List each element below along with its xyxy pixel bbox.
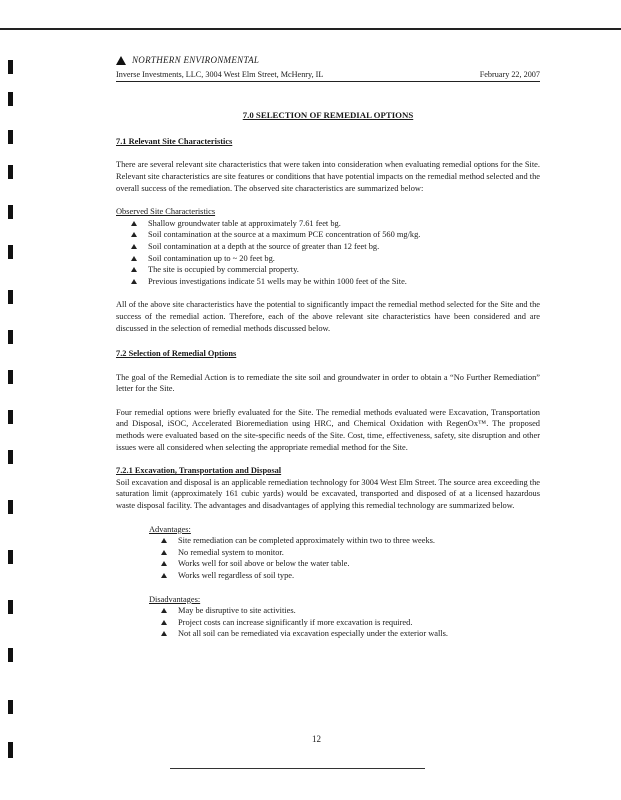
binder-hole-mark [8, 330, 13, 344]
heading-7-2: 7.2 Selection of Remedial Options [116, 349, 237, 359]
binder-hole-mark [8, 648, 13, 662]
triangle-bullet-icon [161, 620, 167, 625]
triangle-bullet-icon [131, 232, 137, 237]
report-date: February 22, 2007 [479, 69, 540, 79]
list-item [161, 605, 540, 617]
triangle-bullet-icon [161, 608, 167, 613]
binder-hole-mark [8, 205, 13, 219]
triangle-bullet-icon [161, 550, 167, 555]
paragraph-7-2-goal: The goal of the Remedial Action is to remediate the site soil and groundwater in order to obtain a “No Further Remediation” letter for the Site. [116, 372, 540, 394]
list-item-text: Project costs can increase significantly if more excavation is required. [178, 617, 413, 627]
list-item [161, 535, 540, 547]
triangle-bullet-icon [161, 573, 167, 578]
page-number: 12 [312, 734, 321, 744]
paragraph-7-2-options: Four remedial options were briefly evaluated for the Site. The remedial methods evaluated were Excavation, Transportation and Disposal, iSOC, Accelerated Bioremediation using HRC, and Chemical Oxidation with RegenOx™. The proposed methods were evaluated based on the site-specific needs of the Site. Cost, time, effectiveness, safety, site disruption and other issues were all considered when selecting the appropriate remedial method for the Site. [116, 407, 540, 452]
list-item-text: Previous investigations indicate 51 wells may be within 1000 feet of the Site. [148, 276, 407, 286]
company-logo [116, 55, 540, 67]
list-item-text: May be disruptive to site activities. [178, 606, 296, 616]
triangle-bullet-icon [131, 279, 137, 284]
observed-characteristics-heading: Observed Site Characteristics [116, 207, 216, 217]
advantages-heading: Advantages: [149, 524, 191, 534]
binder-hole-mark [8, 130, 13, 144]
binder-hole-mark [8, 410, 13, 424]
heading-7-2-1: 7.2.1 Excavation, Transportation and Disposal [116, 466, 282, 476]
running-header [116, 69, 540, 83]
binder-hole-mark [8, 450, 13, 464]
list-item-text: The site is occupied by commercial property. [148, 265, 299, 275]
triangle-bullet-icon [131, 244, 137, 249]
binder-hole-mark [8, 700, 13, 714]
list-item [131, 253, 540, 265]
list-item-text: Shallow groundwater table at approximately 7.61 feet bg. [148, 218, 341, 228]
paragraph-7-2-1-body: Soil excavation and disposal is an applicable remediation technology for 3004 West Elm Street. The source area exceeding the saturation limit (approximately 161 cubic yards) would be excavated, transported and disposed of at a licensed hazardous waste disposal facility. The advantages and disadvantages of applying this remedial technology are summarized below. [116, 477, 540, 511]
list-item [131, 264, 540, 276]
observed-characteristics-list [116, 218, 540, 288]
advantages-list [116, 535, 540, 581]
list-item-text: Site remediation can be completed approximately within two to three weeks. [178, 536, 435, 546]
list-item [131, 276, 540, 288]
list-item-text: Works well regardless of soil type. [178, 571, 295, 580]
binder-hole-mark [8, 370, 13, 384]
binder-hole-mark [8, 742, 13, 758]
binder-hole-mark [8, 92, 13, 106]
document-page [116, 55, 540, 640]
list-item [161, 570, 540, 582]
heading-7-1: 7.1 Relevant Site Characteristics [116, 136, 233, 146]
company-name: NORTHERN ENVIRONMENTAL [132, 55, 260, 65]
list-item-text: Soil contamination at the source at a maximum PCE concentration of 560 mg/kg. [148, 230, 421, 240]
triangle-bullet-icon [161, 538, 167, 543]
paragraph-7-1-intro: There are several relevant site characteristics that were taken into consideration when evaluating remedial options for the Site. Relevant site characteristics are site features or conditions that have potential impacts on the remedial method selected and the overall success of the remediation. The observed site characteristics are summarized below: [116, 160, 540, 193]
list-item-text: Soil contamination up to ~ 20 feet bg. [148, 253, 275, 263]
list-item [131, 218, 540, 230]
paragraph-7-1-closing: All of the above site characteristics have the potential to significantly impact the remedial method selected for the Site and the success of the remedial action. Therefore, each of the above relevant site characteristics have been considered and are discussed in the selection of remedial methods discussed below. [116, 300, 540, 333]
binder-hole-mark [8, 550, 13, 564]
list-item [131, 229, 540, 241]
footer-rule [170, 768, 425, 769]
section-title: 7.0 SELECTION OF REMEDIAL OPTIONS [242, 110, 414, 121]
binder-hole-mark [8, 245, 13, 259]
list-item-text: No remedial system to monitor. [178, 547, 284, 557]
list-item [131, 241, 540, 253]
triangle-bullet-icon [161, 561, 167, 566]
disadvantages-list [116, 605, 540, 640]
list-item [161, 547, 540, 559]
list-item [161, 617, 540, 629]
triangle-bullet-icon [131, 267, 137, 272]
list-item-text: Works well for soil above or below the water table. [178, 559, 350, 569]
binder-hole-mark [8, 500, 13, 514]
scan-top-edge [0, 28, 621, 30]
binder-hole-mark [8, 600, 13, 614]
binder-hole-mark [8, 290, 13, 304]
list-item [161, 558, 540, 570]
triangle-logo-icon [116, 56, 126, 65]
triangle-bullet-icon [131, 221, 137, 226]
disadvantages-heading: Disadvantages: [149, 594, 201, 604]
binder-hole-mark [8, 165, 13, 179]
list-item-text: Soil contamination at a depth at the source of greater than 12 feet bg. [148, 241, 380, 251]
triangle-bullet-icon [161, 631, 167, 636]
project-line: Inverse Investments, LLC, 3004 West Elm Street, McHenry, IL [116, 69, 324, 79]
list-item-text: Not all soil can be remediated via excavation especially under the exterior walls. [178, 629, 448, 639]
list-item [161, 628, 540, 640]
triangle-bullet-icon [131, 256, 137, 261]
binder-hole-mark [8, 60, 13, 74]
